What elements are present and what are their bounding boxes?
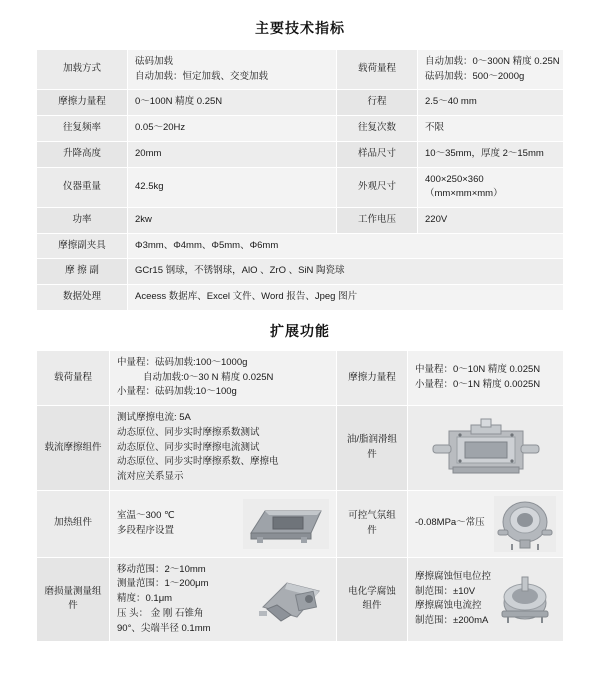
text-line: 压 头： 金 刚 石锥角 — [117, 607, 204, 619]
text-line: 精度：0.1μm — [117, 593, 173, 605]
atmosphere-chamber-photo — [494, 496, 556, 552]
row-label-dimensions: 外观尺寸 — [337, 167, 418, 207]
table-row — [37, 141, 564, 167]
text-line: 砝码加载：500～2000g — [425, 70, 525, 82]
text-line: 制范围：±200mA — [415, 615, 489, 627]
text-line: 小量程：0～1N 精度 0.0025N — [415, 378, 541, 390]
text-line: 摩擦腐蚀恒电位控 — [415, 571, 492, 583]
row-label-fixtures: 摩擦副夹具 — [37, 233, 128, 259]
text-line: 摩擦腐蚀电流控 — [415, 600, 482, 612]
ext-value-wear-measurement — [110, 557, 337, 642]
table-row — [37, 490, 564, 557]
row-value-friction-pair: GCr15 钢球，不锈钢球，AlO 、ZrO 、SiN 陶瓷球 — [128, 259, 564, 285]
extension-title: 扩展功能 — [270, 322, 330, 339]
electrochemical-corrosion-cell-photo — [494, 571, 556, 627]
ext-label-current-friction: 载流摩擦组件 — [37, 406, 110, 491]
text-line: 测量范围：1～200μm — [117, 578, 209, 590]
text-line: 砝码加载 — [135, 56, 174, 67]
row-label-cycles: 往复次数 — [337, 116, 418, 142]
ext-value-atmosphere — [408, 490, 564, 557]
row-label-lift-height: 升降高度 — [37, 141, 128, 167]
text-line: 中量程：0～10N 精度 0.025N — [415, 364, 541, 376]
corrosion-cell-illustration — [494, 571, 556, 627]
table-row — [37, 90, 564, 116]
text-line: 测试摩擦电流: 5A — [117, 412, 191, 424]
ext-value-electrochemical — [408, 557, 564, 642]
table-row — [37, 167, 564, 207]
row-value-frequency: 0.05～20Hz — [128, 116, 337, 142]
heating-stage-photo — [243, 499, 329, 549]
row-value-cycles: 不限 — [418, 116, 564, 142]
ext-label-electrochemical: 电化学腐蚀组件 — [337, 557, 408, 642]
row-value-voltage: 220V — [418, 208, 564, 234]
text-line: 自动加载：0～300N 精度 0.25N — [425, 56, 560, 67]
extension-table — [36, 350, 564, 642]
row-value-loading-mode — [128, 50, 337, 90]
row-label-sample-size: 样品尺寸 — [337, 141, 418, 167]
row-label-weight: 仪器重量 — [37, 167, 128, 207]
heating-stage-illustration — [243, 499, 329, 549]
text-line: 自动加载：恒定加载、交变加载 — [135, 70, 269, 82]
ext-label-atmosphere: 可控气氛组件 — [337, 490, 408, 557]
text-line: 动态原位、同步实时摩擦系数、摩擦电 — [117, 456, 279, 468]
text-line: 移动范围：2～10mm — [117, 563, 206, 575]
row-label-stroke: 行程 — [337, 90, 418, 116]
table-row — [37, 208, 564, 234]
text-line: 动态原位、同步实时摩擦电流测试 — [117, 441, 260, 453]
main-specs-title: 主要技术指标 — [255, 20, 345, 36]
wear-probe-illustration — [257, 567, 329, 631]
text-line: 制范围：±10V — [415, 585, 476, 597]
table-row — [37, 259, 564, 285]
row-value-sample-size: 10～35mm，厚度 2～15mm — [418, 141, 564, 167]
ext-label-friction-range: 摩擦力量程 — [337, 350, 408, 405]
text-line: 流对应关系显示 — [117, 470, 184, 482]
row-value-stroke: 2.5～40 mm — [418, 90, 564, 116]
row-label-data-processing: 数据处理 — [37, 285, 128, 311]
table-row — [37, 285, 564, 311]
row-label-friction-range: 摩擦力量程 — [37, 90, 128, 116]
table-row — [37, 116, 564, 142]
text-line: 室温～300 ℃ — [117, 509, 175, 521]
ext-label-heating: 加热组件 — [37, 490, 110, 557]
row-label-frequency: 往复频率 — [37, 116, 128, 142]
oil-lubrication-fixture-illustration — [427, 417, 545, 479]
table-row — [37, 350, 564, 405]
text-line: 自动加载:0～30 N 精度 0.025N — [143, 371, 274, 383]
text-line: 多段程序设置 — [117, 524, 175, 536]
ext-label-load-range: 载荷量程 — [37, 350, 110, 405]
row-value-dimensions: 400×250×360（mm×mm×mm） — [418, 167, 564, 207]
row-value-lift-height: 20mm — [128, 141, 337, 167]
table-row — [37, 406, 564, 491]
text-line: 中量程：砝码加载:100～1000g — [117, 356, 248, 368]
row-value-weight: 42.5kg — [128, 167, 337, 207]
text-line: 动态原位、同步实时摩擦系数测试 — [117, 426, 260, 438]
atmosphere-chamber-illustration — [494, 496, 556, 552]
row-value-load-range — [418, 50, 564, 90]
ext-value-load-range — [110, 350, 337, 405]
row-value-fixtures: Φ3mm、Φ4mm、Φ5mm、Φ6mm — [128, 233, 564, 259]
row-label-loading-mode: 加载方式 — [37, 50, 128, 90]
row-label-load-range: 载荷量程 — [337, 50, 418, 90]
ext-label-oil-lubrication: 油/脂润滑组件 — [337, 406, 408, 491]
text-line: 小量程：砝码加载:10～100g — [117, 386, 237, 398]
row-label-power: 功率 — [37, 208, 128, 234]
table-row — [37, 50, 564, 90]
text-line: -0.08MPa～常压 — [415, 517, 485, 529]
ext-value-heating — [110, 490, 337, 557]
ext-value-friction-range — [408, 350, 564, 405]
text-line: 90°、尖端半径 0.1mm — [117, 622, 211, 634]
row-label-friction-pair: 摩 擦 副 — [37, 259, 128, 285]
main-specs-table — [36, 49, 564, 311]
ext-value-current-friction — [110, 406, 337, 491]
row-value-power: 2kw — [128, 208, 337, 234]
wear-measurement-probe-photo — [257, 567, 329, 631]
row-label-voltage: 工作电压 — [337, 208, 418, 234]
row-value-data-processing: Aceess 数据库、Excel 文件、Word 报告、Jpeg 图片 — [128, 285, 564, 311]
table-row — [37, 233, 564, 259]
table-row — [37, 557, 564, 642]
row-value-friction-range: 0～100N 精度 0.25N — [128, 90, 337, 116]
oil-lubrication-fixture-photo — [408, 406, 564, 491]
ext-label-wear-measurement: 磨损量测量组件 — [37, 557, 110, 642]
